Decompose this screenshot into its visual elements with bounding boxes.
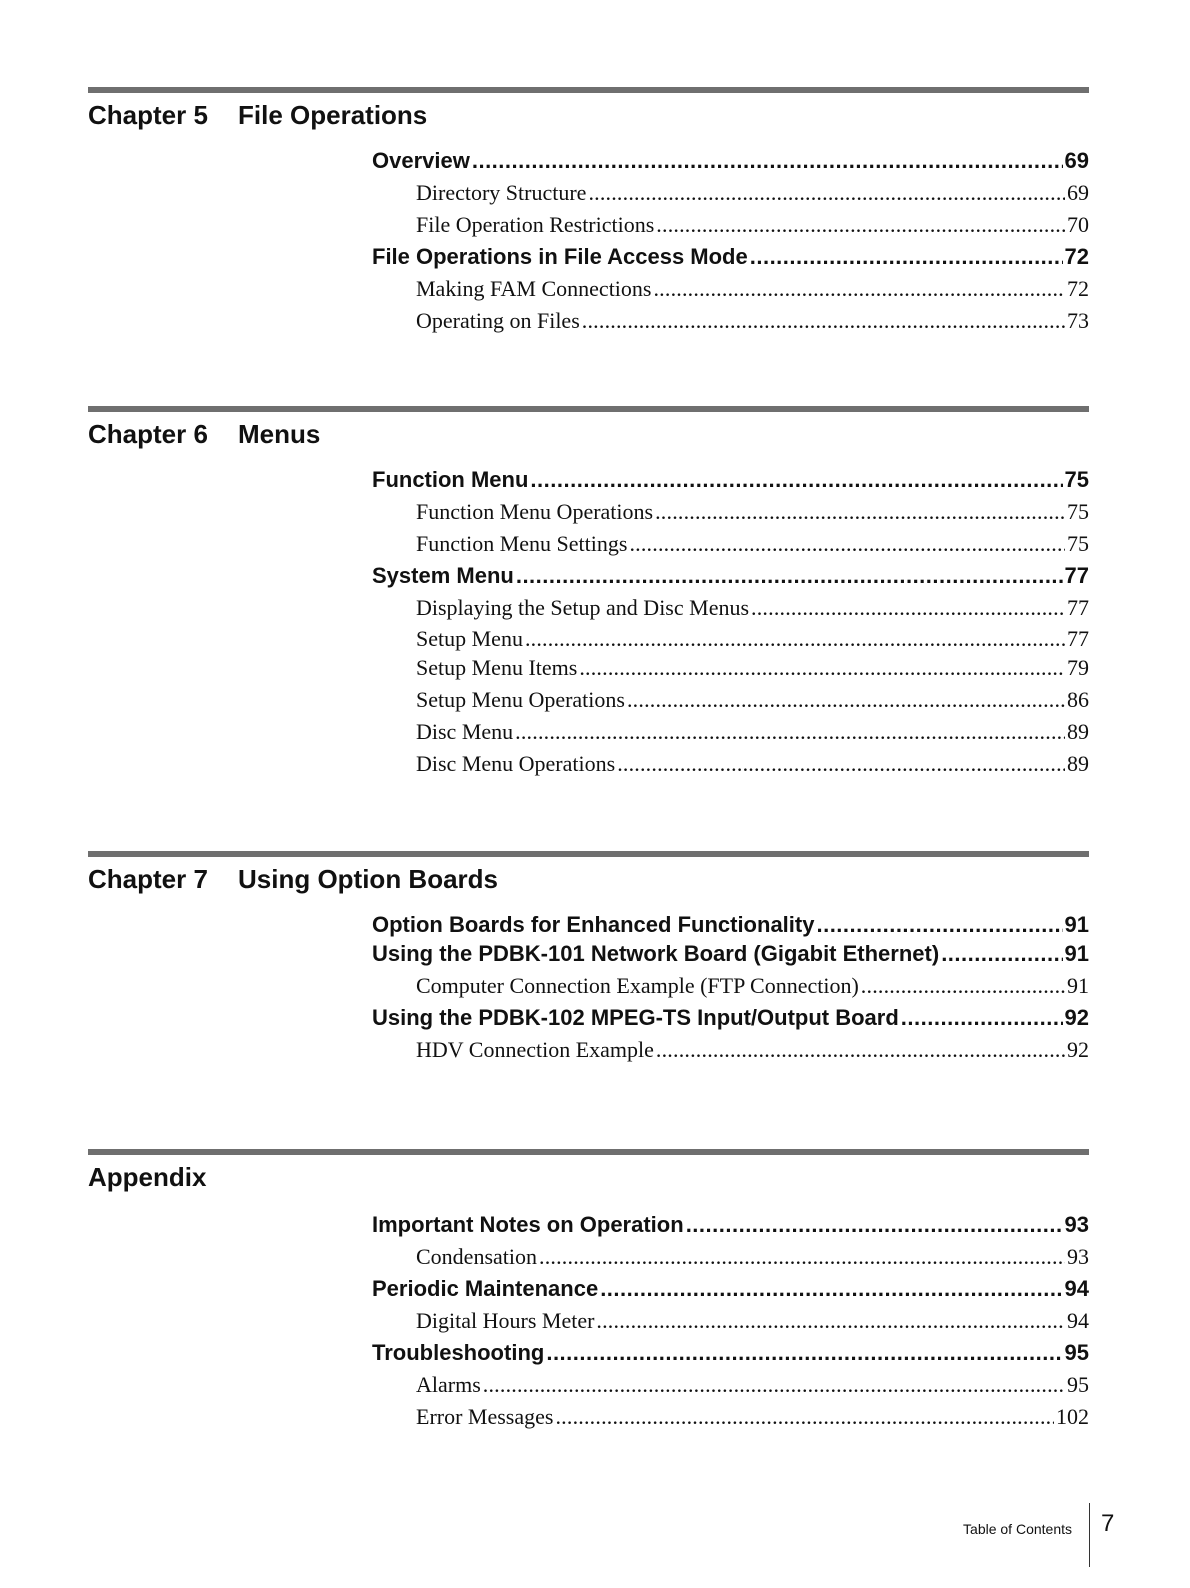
toc-entry-title: Error Messages [416, 1404, 554, 1429]
chapter-heading [88, 1160, 1089, 1194]
toc-entry-title: Setup Menu Operations [416, 687, 625, 712]
footer-divider [1089, 1503, 1090, 1567]
toc-entry[interactable] [372, 496, 1089, 528]
toc-entry-title: Operating on Files [416, 308, 580, 333]
chapter-number: Chapter 6 [88, 419, 208, 449]
leader-dots [555, 1401, 1054, 1433]
leader-dots [579, 652, 1065, 684]
toc-entry[interactable] [372, 1002, 1089, 1034]
leader-dots [750, 241, 1063, 273]
chapter-divider [88, 87, 1089, 93]
toc-entry-page: 72 [1067, 276, 1089, 301]
toc-entry[interactable] [372, 592, 1089, 624]
toc-entry[interactable] [372, 528, 1089, 560]
toc-entry-title: Setup Menu [416, 626, 523, 651]
leader-dots [941, 938, 1062, 970]
leader-dots [656, 1034, 1065, 1066]
toc-entry[interactable] [372, 1305, 1089, 1337]
toc-entry-page: 70 [1067, 212, 1089, 237]
chapter-number: Chapter 5 [88, 100, 208, 130]
toc-entry-page: 86 [1067, 687, 1089, 712]
toc-entry[interactable] [372, 1337, 1089, 1369]
toc-entry[interactable] [372, 1401, 1089, 1433]
toc-entry[interactable] [372, 241, 1089, 273]
toc-entry-title: Computer Connection Example (FTP Connection) [416, 973, 859, 998]
toc-entry-title: Directory Structure [416, 180, 587, 205]
toc-entry[interactable] [372, 145, 1089, 177]
leader-dots [656, 209, 1065, 241]
leader-dots [816, 910, 1062, 938]
toc-entry-title: Function Menu Operations [416, 499, 654, 524]
toc-entry-page: 89 [1067, 751, 1089, 776]
toc-entry-page: 91 [1064, 941, 1089, 966]
toc-entry[interactable] [372, 716, 1089, 748]
toc-entry[interactable] [372, 177, 1089, 209]
toc-entry[interactable] [372, 970, 1089, 1002]
toc-entry-title: Making FAM Connections [416, 276, 652, 301]
chapter-heading [88, 862, 1089, 896]
toc-entry-title: Condensation [416, 1244, 537, 1269]
leader-dots [596, 1305, 1065, 1337]
toc-entry-page: 77 [1064, 563, 1089, 588]
toc-entry[interactable] [372, 748, 1089, 780]
toc-entry-title: Important Notes on Operation [372, 1212, 684, 1237]
toc-entry[interactable] [372, 273, 1089, 305]
leader-dots [588, 177, 1065, 209]
toc-entry-title: Option Boards for Enhanced Functionality [372, 912, 815, 937]
leader-dots [546, 1337, 1062, 1369]
toc-list-chapter-5 [372, 145, 1089, 337]
toc-entry-title: Disc Menu Operations [416, 751, 616, 776]
leader-dots [861, 970, 1065, 1002]
chapter-title: File Operations [238, 100, 428, 130]
toc-entry[interactable] [372, 652, 1089, 684]
chapter-divider [88, 1149, 1089, 1155]
toc-entry-page: 102 [1056, 1404, 1089, 1429]
leader-dots [629, 528, 1065, 560]
toc-entry[interactable] [372, 1209, 1089, 1241]
leader-dots [516, 560, 1063, 592]
leader-dots [472, 145, 1063, 177]
leader-dots [582, 305, 1065, 337]
toc-entry-title: Periodic Maintenance [372, 1276, 599, 1301]
toc-entry-title: Overview [372, 148, 470, 173]
toc-entry-page: 75 [1067, 531, 1089, 556]
chapter-number: Chapter 7 [88, 864, 208, 894]
page-number: 7 [1101, 1510, 1115, 1537]
toc-entry-page: 77 [1067, 595, 1089, 620]
chapter-7-section [88, 851, 1089, 896]
toc-entry-page: 95 [1067, 1372, 1089, 1397]
toc-entry[interactable] [372, 1034, 1089, 1066]
toc-entry-page: 73 [1067, 308, 1089, 333]
leader-dots [751, 592, 1065, 624]
toc-entry-page: 75 [1064, 467, 1089, 492]
toc-entry-title: HDV Connection Example [416, 1037, 654, 1062]
toc-entry[interactable] [372, 624, 1089, 652]
toc-entry[interactable] [372, 560, 1089, 592]
leader-dots [525, 624, 1065, 652]
chapter-6-section [88, 406, 1089, 451]
chapter-divider [88, 406, 1089, 412]
chapter-heading [88, 98, 1089, 132]
chapter-5-section [88, 87, 1089, 132]
toc-entry-page: 93 [1064, 1212, 1089, 1237]
toc-entry-page: 94 [1067, 1308, 1089, 1333]
toc-entry[interactable] [372, 910, 1089, 938]
toc-list-appendix [372, 1209, 1089, 1433]
appendix-section [88, 1149, 1089, 1194]
toc-entry-page: 92 [1064, 1005, 1089, 1030]
leader-dots [627, 684, 1065, 716]
toc-list-chapter-7 [372, 910, 1089, 1066]
toc-entry-page: 95 [1064, 1340, 1089, 1365]
toc-entry-title: Disc Menu [416, 719, 514, 744]
leader-dots [600, 1273, 1062, 1305]
chapter-divider [88, 851, 1089, 857]
toc-entry[interactable] [372, 684, 1089, 716]
leader-dots [515, 716, 1065, 748]
toc-entry-title: Digital Hours Meter [416, 1308, 595, 1333]
leader-dots [617, 748, 1065, 780]
leader-dots [483, 1369, 1065, 1401]
toc-entry-page: 91 [1067, 973, 1089, 998]
toc-entry-title: Function Menu [372, 467, 529, 492]
toc-entry[interactable] [372, 209, 1089, 241]
leader-dots [530, 464, 1062, 496]
toc-entry[interactable] [372, 1241, 1089, 1273]
toc-entry-page: 77 [1067, 626, 1089, 651]
toc-entry[interactable] [372, 305, 1089, 337]
toc-entry-page: 79 [1067, 655, 1089, 680]
toc-entry-page: 91 [1064, 912, 1089, 937]
footer-section-label: Table of Contents [963, 1521, 1072, 1537]
chapter-title: Appendix [88, 1162, 207, 1192]
toc-entry-page: 94 [1064, 1276, 1089, 1301]
leader-dots [653, 273, 1065, 305]
toc-entry-page: 69 [1064, 148, 1089, 173]
toc-entry[interactable] [372, 938, 1089, 970]
toc-entry-title: Troubleshooting [372, 1340, 545, 1365]
chapter-title: Using Option Boards [238, 864, 498, 894]
leader-dots [539, 1241, 1065, 1273]
chapter-heading [88, 417, 1089, 451]
toc-entry-title: Using the PDBK-102 MPEG-TS Input/Output Board [372, 1005, 899, 1030]
toc-entry-title: Using the PDBK-101 Network Board (Gigabit Ethernet) [372, 941, 940, 966]
toc-list-chapter-6 [372, 464, 1089, 780]
toc-entry[interactable] [372, 1369, 1089, 1401]
toc-entry-title: Displaying the Setup and Disc Menus [416, 595, 750, 620]
toc-entry-title: Alarms [416, 1372, 481, 1397]
toc-entry[interactable] [372, 1273, 1089, 1305]
toc-entry-title: File Operations in File Access Mode [372, 244, 748, 269]
toc-entry-title: File Operation Restrictions [416, 212, 655, 237]
toc-entry-page: 69 [1067, 180, 1089, 205]
toc-entry-page: 75 [1067, 499, 1089, 524]
leader-dots [686, 1209, 1063, 1241]
toc-entry[interactable] [372, 464, 1089, 496]
leader-dots [655, 496, 1065, 528]
toc-entry-page: 92 [1067, 1037, 1089, 1062]
leader-dots [901, 1002, 1063, 1034]
toc-entry-page: 89 [1067, 719, 1089, 744]
toc-entry-title: Function Menu Settings [416, 531, 628, 556]
toc-entry-page: 93 [1067, 1244, 1089, 1269]
toc-entry-title: Setup Menu Items [416, 655, 578, 680]
toc-entry-title: System Menu [372, 563, 514, 588]
toc-entry-page: 72 [1064, 244, 1089, 269]
chapter-title: Menus [238, 419, 321, 449]
